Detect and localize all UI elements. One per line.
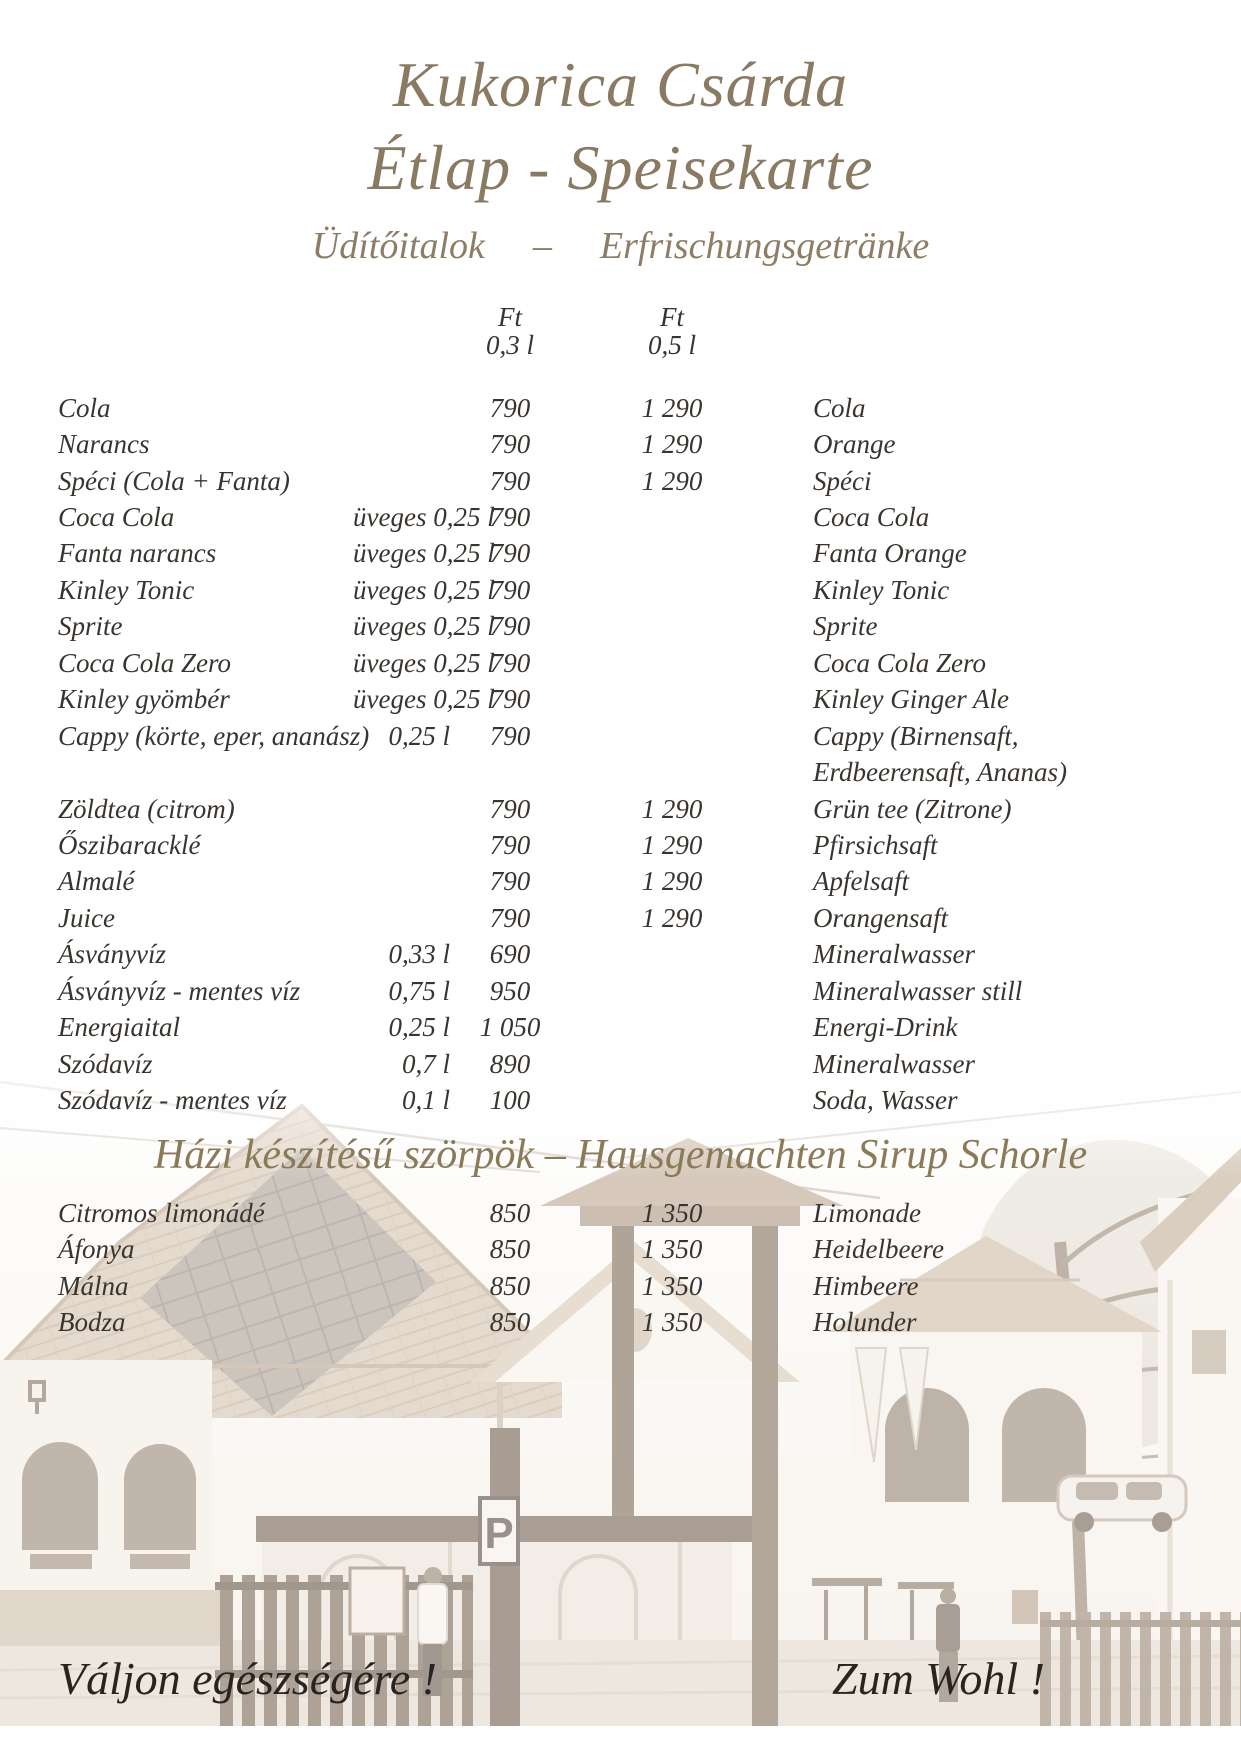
item-name-hu: Sprite [58, 611, 123, 642]
menu-row [58, 1195, 1221, 1231]
item-price-03: 890 [489, 1048, 531, 1079]
item-name-de: Holunder [813, 1307, 917, 1338]
page-subtitle: Étlap - Speisekarte [367, 132, 874, 203]
menu-row [58, 609, 1221, 645]
item-price-03: 790 [489, 720, 531, 751]
item-name-hu: Ásványvíz [58, 939, 166, 970]
item-price-03: 850 [489, 1197, 531, 1228]
item-price-03: 790 [489, 611, 531, 642]
item-price-03: 950 [489, 975, 531, 1006]
item-name-hu: Málna [58, 1270, 129, 1301]
item-name-hu: Őszibaracklé [58, 829, 201, 860]
item-size: üveges 0,25 l [353, 502, 495, 533]
item-price-03: 790 [489, 502, 531, 533]
menu-row [58, 754, 1221, 790]
item-name-de: Himbeere [813, 1270, 919, 1301]
item-price-05: 1 290 [641, 829, 703, 860]
item-price-05: 1 290 [641, 902, 703, 933]
item-price-03: 850 [489, 1307, 531, 1338]
menu-row [58, 536, 1221, 572]
section-heading-drinks [0, 224, 1241, 268]
item-name-de: Orangensaft [813, 902, 948, 933]
menu-row [58, 1082, 1221, 1118]
item-price-03: 790 [489, 793, 531, 824]
section-heading-syrups: Házi készítésű szörpök – Hausgemachten Sirup Schorle [153, 1132, 1088, 1178]
item-size: 0,7 l [401, 1048, 450, 1079]
menu-row [58, 682, 1221, 718]
item-price-03: 100 [489, 1085, 531, 1116]
currency-label-05: Ft [660, 302, 684, 332]
item-price-05: 1 350 [641, 1234, 703, 1265]
item-name-de: Coca Cola [813, 502, 930, 533]
item-name-de: Limonade [813, 1197, 921, 1228]
item-name-hu: Zöldtea (citrom) [58, 793, 235, 824]
item-name-de: Fanta Orange [813, 538, 967, 569]
item-name-de: Kinley Ginger Ale [813, 684, 1009, 715]
item-name-de: Apfelsaft [813, 866, 909, 897]
item-size: üveges 0,25 l [353, 684, 495, 715]
item-price-05: 1 350 [641, 1197, 703, 1228]
menu-row [58, 499, 1221, 535]
column-header-05 [570, 303, 774, 359]
item-name-hu: Szódavíz [58, 1048, 153, 1079]
item-price-03: 790 [489, 684, 531, 715]
item-price-05: 1 350 [641, 1270, 703, 1301]
item-name-de: Energi-Drink [813, 1012, 958, 1043]
menu-row [58, 645, 1221, 681]
item-price-05: 1 290 [641, 429, 703, 460]
item-name-hu: Juice [58, 902, 115, 933]
item-size: 0,75 l [388, 975, 450, 1006]
menu-row [58, 390, 1221, 426]
section-heading-dash: – [532, 225, 552, 267]
item-name-hu: Coca Cola Zero [58, 647, 232, 678]
item-name-hu: Szódavíz - mentes víz [58, 1085, 287, 1116]
menu-row [58, 572, 1221, 608]
item-size: üveges 0,25 l [353, 538, 495, 569]
column-header-03 [450, 303, 570, 359]
footer-toast-hu: Váljon egészségére ! [58, 1653, 437, 1704]
footer-toast-de: Zum Wohl ! [832, 1653, 1045, 1704]
item-name-hu: Almalé [58, 866, 135, 897]
item-name-hu: Fanta narancs [58, 538, 217, 569]
item-name-de: Sprite [813, 611, 878, 642]
item-name-hu: Cappy (körte, eper, ananász) [58, 720, 370, 751]
item-name-hu: Kinley gyömbér [58, 684, 230, 715]
item-price-03: 790 [489, 465, 531, 496]
item-price-05: 1 290 [641, 465, 703, 496]
drinks-list [58, 390, 1221, 1119]
item-name-de: Orange [813, 429, 896, 460]
section-heading-de: Erfrischungsgetränke [599, 225, 930, 267]
item-price-03: 790 [489, 902, 531, 933]
item-price-03: 790 [489, 829, 531, 860]
menu-row [58, 1268, 1221, 1304]
item-price-05: 1 290 [641, 793, 703, 824]
item-name-hu: Energiaital [58, 1012, 180, 1043]
page-title: Kukorica Csárda [392, 49, 849, 120]
menu-row [58, 864, 1221, 900]
item-price-03: 790 [489, 647, 531, 678]
item-name-hu: Kinley Tonic [58, 574, 195, 605]
size-label-05: 0,5 l [647, 330, 696, 360]
menu-row [58, 937, 1221, 973]
menu-row [58, 1009, 1221, 1045]
item-name-de: Coca Cola Zero [813, 647, 987, 678]
item-size: 0,25 l [388, 1012, 450, 1043]
item-price-03: 1 050 [479, 1012, 541, 1043]
item-name-hu: Coca Cola [58, 502, 175, 533]
syrups-list [58, 1195, 1221, 1341]
item-price-03: 790 [489, 392, 531, 423]
item-name-de: Erdbeerensaft, Ananas) [813, 757, 1067, 788]
menu-row [58, 791, 1221, 827]
menu-row [58, 827, 1221, 863]
item-price-05: 1 350 [641, 1307, 703, 1338]
item-price-03: 850 [489, 1234, 531, 1265]
item-size: 0,33 l [388, 939, 450, 970]
item-size: üveges 0,25 l [353, 574, 495, 605]
menu-row [58, 900, 1221, 936]
item-name-de: Cappy (Birnensaft, [813, 720, 1019, 751]
menu-row [58, 973, 1221, 1009]
item-price-03: 690 [489, 939, 531, 970]
menu-row [58, 1231, 1221, 1267]
item-name-hu: Bodza [58, 1307, 126, 1338]
item-name-de: Kinley Tonic [813, 574, 950, 605]
currency-label-03: Ft [498, 302, 522, 332]
item-name-de: Mineralwasser still [813, 975, 1023, 1006]
item-name-de: Soda, Wasser [813, 1085, 958, 1116]
item-size: üveges 0,25 l [353, 647, 495, 678]
menu-row [58, 1046, 1221, 1082]
item-name-de: Mineralwasser [813, 939, 975, 970]
item-name-de: Heidelbeere [813, 1234, 944, 1265]
item-name-de: Spéci [813, 465, 872, 496]
item-name-de: Cola [813, 392, 866, 423]
item-name-de: Grün tee (Zitrone) [813, 793, 1012, 824]
menu-row [58, 1304, 1221, 1340]
menu-row [58, 463, 1221, 499]
item-name-de: Pfirsichsaft [813, 829, 938, 860]
item-price-03: 790 [489, 574, 531, 605]
section-heading-hu: Üdítőitalok [311, 225, 485, 267]
item-price-03: 790 [489, 538, 531, 569]
item-name-hu: Narancs [58, 429, 150, 460]
item-size: 0,25 l [388, 720, 450, 751]
item-price-05: 1 290 [641, 866, 703, 897]
item-size: 0,1 l [401, 1085, 450, 1116]
menu-row [58, 718, 1221, 754]
parking-sign-letter: P [484, 1509, 514, 1558]
item-name-hu: Spéci (Cola + Fanta) [58, 465, 290, 496]
size-label-03: 0,3 l [485, 330, 534, 360]
item-price-03: 790 [489, 866, 531, 897]
item-name-hu: Ásványvíz - mentes víz [58, 975, 301, 1006]
item-name-hu: Áfonya [58, 1234, 135, 1265]
item-name-de: Mineralwasser [813, 1048, 975, 1079]
price-column-headers [58, 303, 1221, 359]
item-price-03: 790 [489, 429, 531, 460]
item-price-05: 1 290 [641, 392, 703, 423]
item-name-hu: Cola [58, 392, 111, 423]
menu-row [58, 426, 1221, 462]
item-size: üveges 0,25 l [353, 611, 495, 642]
item-name-hu: Citromos limonádé [58, 1197, 265, 1228]
item-price-03: 850 [489, 1270, 531, 1301]
